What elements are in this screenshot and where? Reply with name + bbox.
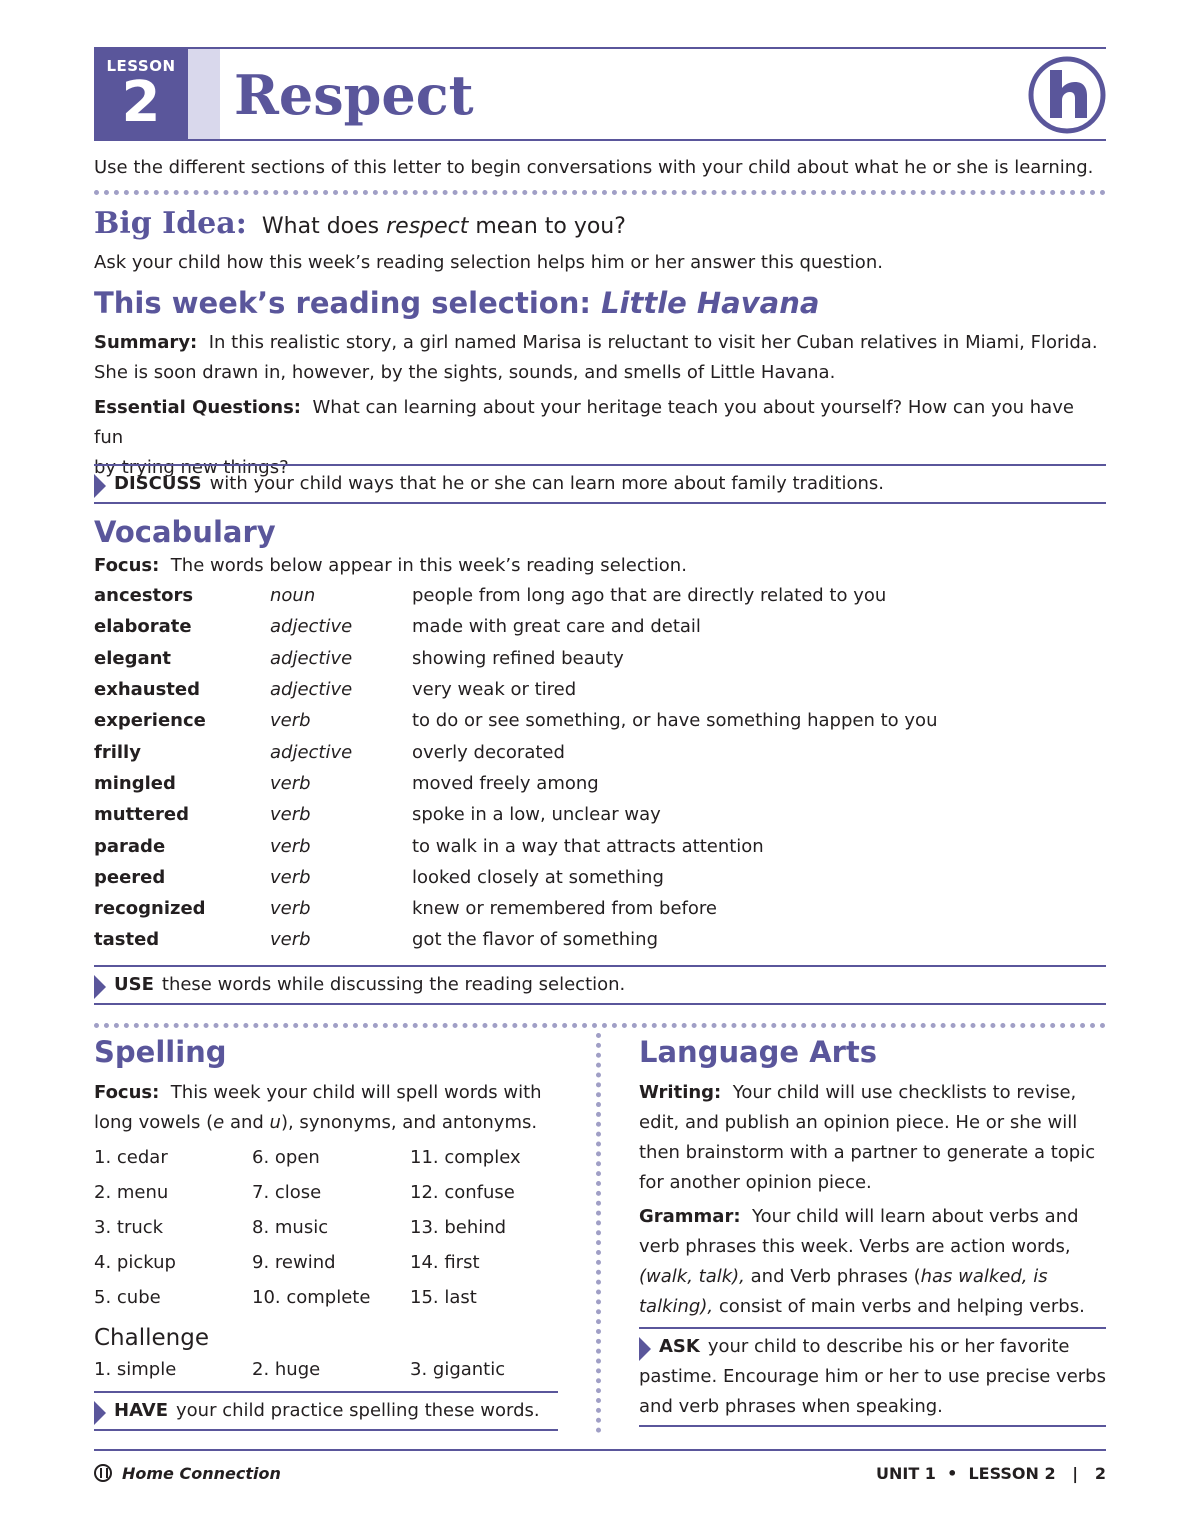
vocabulary-row xyxy=(94,893,937,924)
grammar-label: Grammar: xyxy=(639,1206,741,1227)
spelling-focus-post: ), synonyms, and antonyms. xyxy=(280,1112,538,1133)
vocabulary-word: mingled xyxy=(94,772,176,794)
vocabulary-part-of-speech: adjective xyxy=(270,741,353,763)
spelling-focus-and: and xyxy=(224,1112,270,1133)
spelling-focus-u: u xyxy=(269,1112,281,1133)
spelling-word: 15. last xyxy=(410,1287,477,1308)
vocabulary-part-of-speech: verb xyxy=(270,835,311,857)
writing-line: Your child will use checklists to revise, xyxy=(732,1082,1077,1103)
discuss-keyword: DISCUSS xyxy=(114,473,202,494)
footer-page-info: UNIT 1 • LESSON 2 | 2 xyxy=(875,1464,1106,1483)
vocabulary-row xyxy=(94,580,937,611)
dotted-divider xyxy=(94,1023,1106,1028)
lesson-number: 2 xyxy=(121,70,161,135)
big-idea xyxy=(94,202,626,250)
vocabulary-part-of-speech: adjective xyxy=(270,679,353,701)
vocabulary-part-of-speech: adjective xyxy=(270,647,353,669)
big-idea-prompt: Ask your child how this week’s reading selection helps him or her answer this question. xyxy=(94,252,883,273)
vocabulary-table xyxy=(94,580,937,956)
vocabulary-word: parade xyxy=(94,835,166,857)
lesson-badge xyxy=(94,49,188,139)
reading-heading xyxy=(94,283,819,323)
vocabulary-part-of-speech: verb xyxy=(270,710,311,732)
challenge-word: 2. huge xyxy=(252,1359,321,1380)
ask-text-line-1: your child to describe his or her favorite xyxy=(707,1336,1070,1357)
vocabulary-focus-label: Focus: xyxy=(94,555,160,576)
grammar-line-3-mid: and Verb phrases ( xyxy=(744,1266,921,1287)
vocabulary-part-of-speech: noun xyxy=(270,585,316,607)
arrow-right-icon xyxy=(94,975,106,999)
vocabulary-focus xyxy=(94,551,687,581)
footer-brand-text: Home Connection xyxy=(122,1464,281,1483)
grammar-example-1: (walk, talk), xyxy=(639,1266,745,1287)
vocabulary-definition: spoke in a low, unclear way xyxy=(412,804,661,826)
spelling-word: 5. cube xyxy=(94,1287,161,1308)
arrow-right-icon xyxy=(94,1401,106,1425)
ask-keyword: ASK xyxy=(659,1336,700,1357)
summary-line-2: She is soon drawn in, however, by the sights, sounds, and smells of Little Havana. xyxy=(94,362,836,383)
grammar-paragraph xyxy=(639,1202,1106,1322)
challenge-word-list xyxy=(94,1352,560,1387)
arrow-right-icon xyxy=(639,1337,651,1361)
grammar-line-2: verb phrases this week. Verbs are action words, xyxy=(639,1236,1071,1257)
have-text: your child practice spelling these words. xyxy=(176,1400,540,1421)
header-top-rule xyxy=(94,47,1106,49)
essential-questions-line-1: What can learning about your heritage teach you about yourself? How can you have fun xyxy=(94,397,1074,448)
footer-brand xyxy=(94,1462,281,1486)
writing-line: for another opinion piece. xyxy=(639,1172,872,1193)
spelling-focus-pre: long vowels ( xyxy=(94,1112,214,1133)
vocabulary-row xyxy=(94,768,937,799)
language-arts-heading: Language Arts xyxy=(639,1035,878,1069)
spelling-word: 8. music xyxy=(252,1217,329,1238)
big-idea-label: Big Idea: xyxy=(94,206,247,241)
have-callout xyxy=(94,1391,558,1431)
vocabulary-definition: very weak or tired xyxy=(412,679,577,701)
vocabulary-heading: Vocabulary xyxy=(94,515,276,549)
reading-summary xyxy=(94,328,1106,388)
spelling-focus-label: Focus: xyxy=(94,1082,160,1103)
spelling-word: 2. menu xyxy=(94,1182,169,1203)
home-connection-h-icon xyxy=(1028,56,1106,134)
vocabulary-row xyxy=(94,830,937,861)
use-keyword: USE xyxy=(114,974,154,995)
big-idea-question-pre: What does xyxy=(261,214,387,239)
vocabulary-row xyxy=(94,862,937,893)
vocabulary-word: elegant xyxy=(94,647,172,669)
spelling-focus-e: e xyxy=(213,1112,225,1133)
spelling-word-list xyxy=(94,1140,560,1315)
discuss-text: with your child ways that he or she can learn more about family traditions. xyxy=(209,473,884,494)
footer-rule xyxy=(94,1449,1106,1451)
lesson-badge-strip xyxy=(188,49,220,139)
vocabulary-row xyxy=(94,643,937,674)
home-connection-icon xyxy=(94,1464,112,1482)
challenge-word: 1. simple xyxy=(94,1359,177,1380)
vocabulary-definition: knew or remembered from before xyxy=(412,898,717,920)
vocabulary-definition: moved freely among xyxy=(412,772,599,794)
vocabulary-part-of-speech: verb xyxy=(270,866,311,888)
use-text: these words while discussing the reading selection. xyxy=(161,974,626,995)
dotted-column-divider xyxy=(596,1033,601,1433)
discuss-callout xyxy=(94,464,1106,504)
vocabulary-row xyxy=(94,799,937,830)
use-callout xyxy=(94,965,1106,1005)
have-keyword: HAVE xyxy=(114,1400,168,1421)
vocabulary-definition: overly decorated xyxy=(412,741,565,763)
challenge-word: 3. gigantic xyxy=(410,1359,506,1380)
spelling-heading: Spelling xyxy=(94,1035,227,1069)
vocabulary-definition: looked closely at something xyxy=(412,866,664,888)
vocabulary-row xyxy=(94,736,937,767)
vocabulary-row xyxy=(94,705,937,736)
spelling-word: 4. pickup xyxy=(94,1252,176,1273)
grammar-line-4-post: consist of main verbs and helping verbs. xyxy=(713,1296,1085,1317)
ask-text-line-2: pastime. Encourage him or her to use precise verbs xyxy=(639,1366,1106,1387)
header-bottom-rule xyxy=(94,139,1106,141)
spelling-word: 9. rewind xyxy=(252,1252,336,1273)
spelling-word: 13. behind xyxy=(410,1217,507,1238)
writing-line: edit, and publish an opinion piece. He or she will xyxy=(639,1112,1078,1133)
spelling-word: 11. complex xyxy=(410,1147,521,1168)
big-idea-question-em: respect xyxy=(386,214,469,239)
spelling-word: 1. cedar xyxy=(94,1147,168,1168)
intro-text: Use the different sections of this letter to begin conversations with your child about what he or she is learning. xyxy=(94,157,1094,178)
vocabulary-word: peered xyxy=(94,866,166,888)
spelling-word: 14. first xyxy=(410,1252,480,1273)
vocabulary-word: recognized xyxy=(94,898,206,920)
vocabulary-row xyxy=(94,924,937,955)
spelling-word: 10. complete xyxy=(252,1287,371,1308)
spelling-focus xyxy=(94,1078,574,1138)
vocabulary-focus-text: The words below appear in this week’s reading selection. xyxy=(170,555,687,576)
spelling-word: 6. open xyxy=(252,1147,320,1168)
dotted-divider xyxy=(94,190,1106,195)
summary-label: Summary: xyxy=(94,332,198,353)
grammar-line-1: Your child will learn about verbs and xyxy=(751,1206,1079,1227)
vocabulary-word: frilly xyxy=(94,741,141,763)
arrow-right-icon xyxy=(94,474,106,498)
essential-questions-label: Essential Questions: xyxy=(94,397,302,418)
vocabulary-word: exhausted xyxy=(94,679,201,701)
vocabulary-word: ancestors xyxy=(94,585,194,607)
page-title: Respect xyxy=(234,63,474,127)
big-idea-question-post: mean to you? xyxy=(468,214,626,239)
reading-book-title: Little Havana xyxy=(601,286,820,320)
vocabulary-definition: to do or see something, or have something happen to you xyxy=(412,710,938,732)
vocabulary-part-of-speech: verb xyxy=(270,929,311,951)
ask-callout xyxy=(639,1327,1106,1427)
grammar-example-2b: talking), xyxy=(639,1296,714,1317)
summary-line-1: In this realistic story, a girl named Marisa is reluctant to visit her Cuban relatives in Miami, Florida. xyxy=(208,332,1098,353)
vocabulary-definition: showing refined beauty xyxy=(412,647,624,669)
vocabulary-word: experience xyxy=(94,710,206,732)
grammar-line-4 xyxy=(639,1292,1106,1322)
ask-text-line-3: and verb phrases when speaking. xyxy=(639,1396,943,1417)
grammar-example-2a: has walked, is xyxy=(920,1266,1048,1287)
spelling-word: 3. truck xyxy=(94,1217,164,1238)
vocabulary-definition: people from long ago that are directly related to you xyxy=(412,585,887,607)
reading-heading-label: This week’s reading selection: xyxy=(94,286,591,320)
vocabulary-part-of-speech: adjective xyxy=(270,616,353,638)
challenge-heading: Challenge xyxy=(94,1325,209,1351)
vocabulary-definition: to walk in a way that attracts attention xyxy=(412,835,764,857)
vocabulary-definition: made with great care and detail xyxy=(412,616,701,638)
writing-label: Writing: xyxy=(639,1082,722,1103)
lesson-label: LESSON xyxy=(106,57,176,75)
spelling-word: 12. confuse xyxy=(410,1182,515,1203)
vocabulary-word: muttered xyxy=(94,804,189,826)
spelling-focus-line-1: This week your child will spell words with xyxy=(170,1082,542,1103)
vocabulary-row xyxy=(94,611,937,642)
spelling-focus-line-2 xyxy=(94,1108,574,1138)
vocabulary-row xyxy=(94,674,937,705)
writing-line: then brainstorm with a partner to generate a topic xyxy=(639,1142,1096,1163)
spelling-word: 7. close xyxy=(252,1182,322,1203)
vocabulary-definition: got the flavor of something xyxy=(412,929,659,951)
vocabulary-part-of-speech: verb xyxy=(270,898,311,920)
big-idea-question xyxy=(262,214,626,239)
vocabulary-part-of-speech: verb xyxy=(270,772,311,794)
vocabulary-part-of-speech: verb xyxy=(270,804,311,826)
grammar-line-3 xyxy=(639,1262,1106,1292)
vocabulary-word: tasted xyxy=(94,929,160,951)
writing-paragraph xyxy=(639,1078,1106,1198)
vocabulary-word: elaborate xyxy=(94,616,192,638)
essential-questions-line-2: by trying new things? xyxy=(94,457,289,478)
